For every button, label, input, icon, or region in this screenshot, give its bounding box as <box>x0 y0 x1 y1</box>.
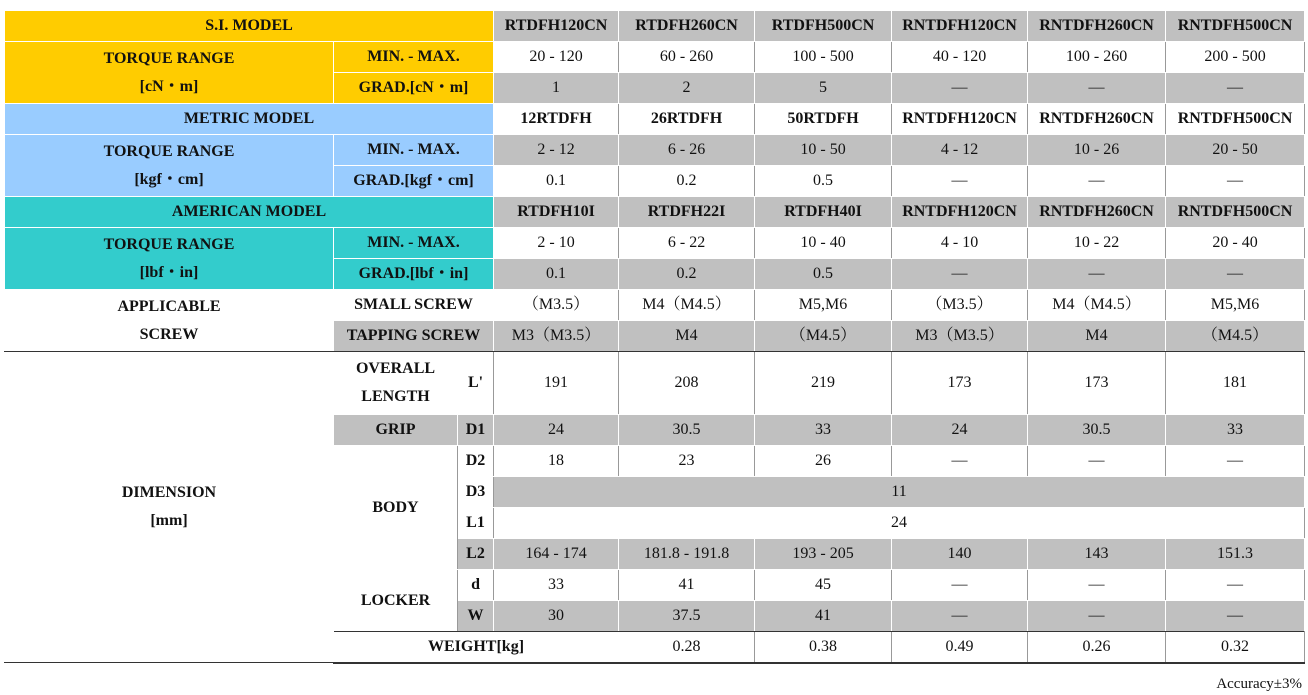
locker-w-2: 37.5 <box>619 601 755 632</box>
metric-grad-6: — <box>1166 166 1305 197</box>
si-minmax-2: 60 - 260 <box>619 42 755 73</box>
metric-minmax-3: 10 - 50 <box>755 135 892 166</box>
american-minmax-label: MIN. - MAX. <box>334 228 494 259</box>
small-screw-5: M4（M4.5） <box>1028 290 1166 321</box>
tapping-screw-1: M3（M3.5） <box>494 321 619 352</box>
locker-d-6: — <box>1166 570 1305 601</box>
american-minmax-4: 4 - 10 <box>892 228 1028 259</box>
overall-length-title: OVERALL <box>355 360 436 377</box>
weight-4: 0.26 <box>1028 632 1166 663</box>
tapping-screw-label: TAPPING SCREW <box>334 321 494 352</box>
tapping-screw-2: M4 <box>619 321 755 352</box>
si-model-5: RNTDFH260CN <box>1028 11 1166 42</box>
metric-grad-5: — <box>1028 166 1166 197</box>
american-grad-4: — <box>892 259 1028 290</box>
metric-grad-4: — <box>892 166 1028 197</box>
body-d2-symbol: D2 <box>458 446 494 477</box>
body-d2-2: 23 <box>619 446 755 477</box>
american-model-2: RTDFH22I <box>619 197 755 228</box>
dimension-label <box>5 352 334 663</box>
body-l2-2: 181.8 - 191.8 <box>619 539 755 570</box>
si-model-header: S.I. MODEL <box>5 11 494 42</box>
locker-w-4: — <box>892 601 1028 632</box>
si-minmax-4: 40 - 120 <box>892 42 1028 73</box>
si-minmax-label: MIN. - MAX. <box>334 42 494 73</box>
metric-grad-label: GRAD.[kgf・cm] <box>334 166 494 197</box>
locker-w-1: 30 <box>494 601 619 632</box>
body-d2-4: — <box>892 446 1028 477</box>
small-screw-2: M4（M4.5） <box>619 290 755 321</box>
si-model-3: RTDFH500CN <box>755 11 892 42</box>
si-grad-3: 5 <box>755 73 892 104</box>
metric-model-5: RNTDFH260CN <box>1028 104 1166 135</box>
metric-grad-2: 0.2 <box>619 166 755 197</box>
body-l2-5: 143 <box>1028 539 1166 570</box>
tapping-screw-3: （M4.5） <box>755 321 892 352</box>
overall-length-5: 173 <box>1028 352 1166 415</box>
si-model-6: RNTDFH500CN <box>1166 11 1305 42</box>
locker-d-2: 41 <box>619 570 755 601</box>
metric-minmax-row <box>5 135 1305 166</box>
tapping-screw-4: M3（M3.5） <box>892 321 1028 352</box>
body-l2-symbol: L2 <box>458 539 494 570</box>
locker-d-symbol: d <box>458 570 494 601</box>
weight-label: WEIGHT[kg] <box>334 632 619 663</box>
metric-model-3: 50RTDFH <box>755 104 892 135</box>
si-model-4: RNTDFH120CN <box>892 11 1028 42</box>
locker-w-symbol: W <box>458 601 494 632</box>
american-torque-range-title: TORQUE RANGE <box>103 235 235 253</box>
body-l1-value: 24 <box>494 508 1305 539</box>
small-screw-label: SMALL SCREW <box>334 290 494 321</box>
body-label: BODY <box>334 446 458 570</box>
si-grad-label: GRAD.[cN・m] <box>334 73 494 104</box>
si-grad-6: — <box>1166 73 1305 104</box>
grip-d1-4: 24 <box>892 415 1028 446</box>
locker-w-6: — <box>1166 601 1305 632</box>
american-grad-5: — <box>1028 259 1166 290</box>
metric-model-header: METRIC MODEL <box>5 104 494 135</box>
overall-length-label <box>334 352 458 415</box>
metric-torque-range-title: TORQUE RANGE <box>103 142 235 160</box>
overall-length-row <box>5 352 1305 415</box>
american-model-3: RTDFH40I <box>755 197 892 228</box>
american-minmax-5: 10 - 22 <box>1028 228 1166 259</box>
dimension-unit: [mm] <box>150 512 188 529</box>
american-model-header: AMERICAN MODEL <box>5 197 494 228</box>
si-minmax-row <box>5 42 1305 73</box>
si-torque-range-label <box>5 42 334 104</box>
metric-minmax-1: 2 - 12 <box>494 135 619 166</box>
body-l2-3: 193 - 205 <box>755 539 892 570</box>
american-model-6: RNTDFH500CN <box>1166 197 1305 228</box>
si-minmax-3: 100 - 500 <box>755 42 892 73</box>
weight-5: 0.32 <box>1166 632 1305 663</box>
metric-grad-1: 0.1 <box>494 166 619 197</box>
dimension-title: DIMENSION <box>121 484 217 501</box>
small-screw-1: （M3.5） <box>494 290 619 321</box>
american-model-1: RTDFH10I <box>494 197 619 228</box>
applicable-screw-title: APPLICABLE <box>117 297 221 315</box>
body-d2-5: — <box>1028 446 1166 477</box>
si-model-2: RTDFH260CN <box>619 11 755 42</box>
overall-length-subtitle: LENGTH <box>361 388 430 405</box>
metric-minmax-4: 4 - 12 <box>892 135 1028 166</box>
weight-2: 0.38 <box>755 632 892 663</box>
locker-d-3: 45 <box>755 570 892 601</box>
american-model-5: RNTDFH260CN <box>1028 197 1166 228</box>
american-model-4: RNTDFH120CN <box>892 197 1028 228</box>
american-minmax-3: 10 - 40 <box>755 228 892 259</box>
overall-length-6: 181 <box>1166 352 1305 415</box>
si-grad-2: 2 <box>619 73 755 104</box>
spec-table <box>4 10 1305 664</box>
locker-d-5: — <box>1028 570 1166 601</box>
body-d2-3: 26 <box>755 446 892 477</box>
metric-model-4: RNTDFH120CN <box>892 104 1028 135</box>
american-grad-label: GRAD.[lbf・in] <box>334 259 494 290</box>
overall-length-3: 219 <box>755 352 892 415</box>
body-l1-symbol: L1 <box>458 508 494 539</box>
overall-length-2: 208 <box>619 352 755 415</box>
si-minmax-5: 100 - 260 <box>1028 42 1166 73</box>
applicable-screw-subtitle: SCREW <box>139 325 199 343</box>
applicable-screw-label <box>5 290 334 352</box>
grip-d1-1: 24 <box>494 415 619 446</box>
locker-d-4: — <box>892 570 1028 601</box>
american-grad-1: 0.1 <box>494 259 619 290</box>
body-d2-1: 18 <box>494 446 619 477</box>
locker-w-3: 41 <box>755 601 892 632</box>
grip-d1-3: 33 <box>755 415 892 446</box>
locker-d-1: 33 <box>494 570 619 601</box>
si-grad-1: 1 <box>494 73 619 104</box>
grip-symbol: D1 <box>458 415 494 446</box>
metric-torque-range-label <box>5 135 334 197</box>
si-model-1: RTDFH120CN <box>494 11 619 42</box>
american-model-row <box>5 197 1305 228</box>
metric-model-row <box>5 104 1305 135</box>
body-d3-value: 11 <box>494 477 1305 508</box>
metric-model-2: 26RTDFH <box>619 104 755 135</box>
american-torque-range-unit: [lbf・in] <box>139 263 199 281</box>
small-screw-6: M5,M6 <box>1166 290 1305 321</box>
grip-d1-2: 30.5 <box>619 415 755 446</box>
metric-model-1: 12RTDFH <box>494 104 619 135</box>
small-screw-row <box>5 290 1305 321</box>
metric-minmax-6: 20 - 50 <box>1166 135 1305 166</box>
body-l2-1: 164 - 174 <box>494 539 619 570</box>
metric-model-6: RNTDFH500CN <box>1166 104 1305 135</box>
body-d3-symbol: D3 <box>458 477 494 508</box>
overall-length-symbol: L' <box>458 352 494 415</box>
locker-label: LOCKER <box>334 570 458 632</box>
grip-d1-5: 30.5 <box>1028 415 1166 446</box>
accuracy-note: Accuracy±3% <box>1216 676 1302 692</box>
american-grad-2: 0.2 <box>619 259 755 290</box>
small-screw-3: M5,M6 <box>755 290 892 321</box>
si-grad-4: — <box>892 73 1028 104</box>
si-model-row <box>5 11 1305 42</box>
locker-w-5: — <box>1028 601 1166 632</box>
metric-torque-range-unit: [kgf・cm] <box>134 170 204 188</box>
body-d2-6: — <box>1166 446 1305 477</box>
overall-length-4: 173 <box>892 352 1028 415</box>
metric-minmax-label: MIN. - MAX. <box>334 135 494 166</box>
weight-3: 0.49 <box>892 632 1028 663</box>
si-grad-5: — <box>1028 73 1166 104</box>
american-minmax-6: 20 - 40 <box>1166 228 1305 259</box>
tapping-screw-5: M4 <box>1028 321 1166 352</box>
si-torque-range-unit: [cN・m] <box>139 77 199 95</box>
metric-minmax-5: 10 - 26 <box>1028 135 1166 166</box>
weight-1: 0.28 <box>619 632 755 663</box>
si-minmax-1: 20 - 120 <box>494 42 619 73</box>
american-minmax-1: 2 - 10 <box>494 228 619 259</box>
metric-minmax-2: 6 - 26 <box>619 135 755 166</box>
small-screw-4: （M3.5） <box>892 290 1028 321</box>
si-minmax-6: 200 - 500 <box>1166 42 1305 73</box>
american-torque-range-label <box>5 228 334 290</box>
american-minmax-2: 6 - 22 <box>619 228 755 259</box>
american-grad-3: 0.5 <box>755 259 892 290</box>
grip-label: GRIP <box>334 415 458 446</box>
grip-d1-6: 33 <box>1166 415 1305 446</box>
tapping-screw-6: （M4.5） <box>1166 321 1305 352</box>
metric-grad-3: 0.5 <box>755 166 892 197</box>
body-l2-6: 151.3 <box>1166 539 1305 570</box>
body-l2-4: 140 <box>892 539 1028 570</box>
american-minmax-row <box>5 228 1305 259</box>
si-torque-range-title: TORQUE RANGE <box>103 49 235 67</box>
overall-length-1: 191 <box>494 352 619 415</box>
american-grad-6: — <box>1166 259 1305 290</box>
